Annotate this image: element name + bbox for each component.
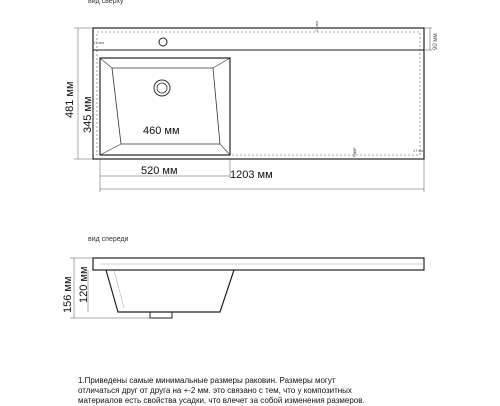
faucet-hole [159, 38, 167, 46]
dim-bowl-height: 120 мм [78, 266, 90, 303]
side-margin-right: 17 мм [413, 148, 425, 153]
countertop-outline [93, 28, 424, 159]
mid-mark: 17 мм [352, 148, 357, 160]
front-bowl [106, 270, 234, 312]
footnote-line-2: отличаться друг от друга на +-2 мм. это связано с тем, что у композитных [78, 386, 352, 395]
top-view-caption: вид сверху [88, 0, 124, 5]
dim-total-height: 156 мм [62, 276, 74, 313]
side-margin-left: 17 мм [93, 40, 105, 45]
footnote-line-1: 1.Приведены самые минимальные размеры раковин. Размеры могут [78, 376, 336, 385]
footnote-line-3: материалов есть свойства усадки, что влечет за собой изменения размеров. [78, 396, 365, 405]
front-view-caption: вид спереди [88, 236, 129, 243]
dim-bowl-width: 520 мм [141, 165, 178, 177]
front-drain [150, 312, 172, 318]
top-mark: 17 мм [314, 20, 319, 32]
dim-bowl-depth: 345 мм [82, 96, 94, 133]
drain-outer [154, 80, 170, 96]
dim-back-edge: 90 мм [433, 33, 439, 50]
footnote [78, 376, 493, 406]
bowl-outline [100, 58, 230, 155]
drain-inner [157, 83, 167, 93]
dim-total-width: 1203 мм [230, 169, 273, 181]
dim-depth-total: 481 мм [64, 81, 76, 118]
dim-bowl-inner-width: 460 мм [143, 125, 180, 137]
